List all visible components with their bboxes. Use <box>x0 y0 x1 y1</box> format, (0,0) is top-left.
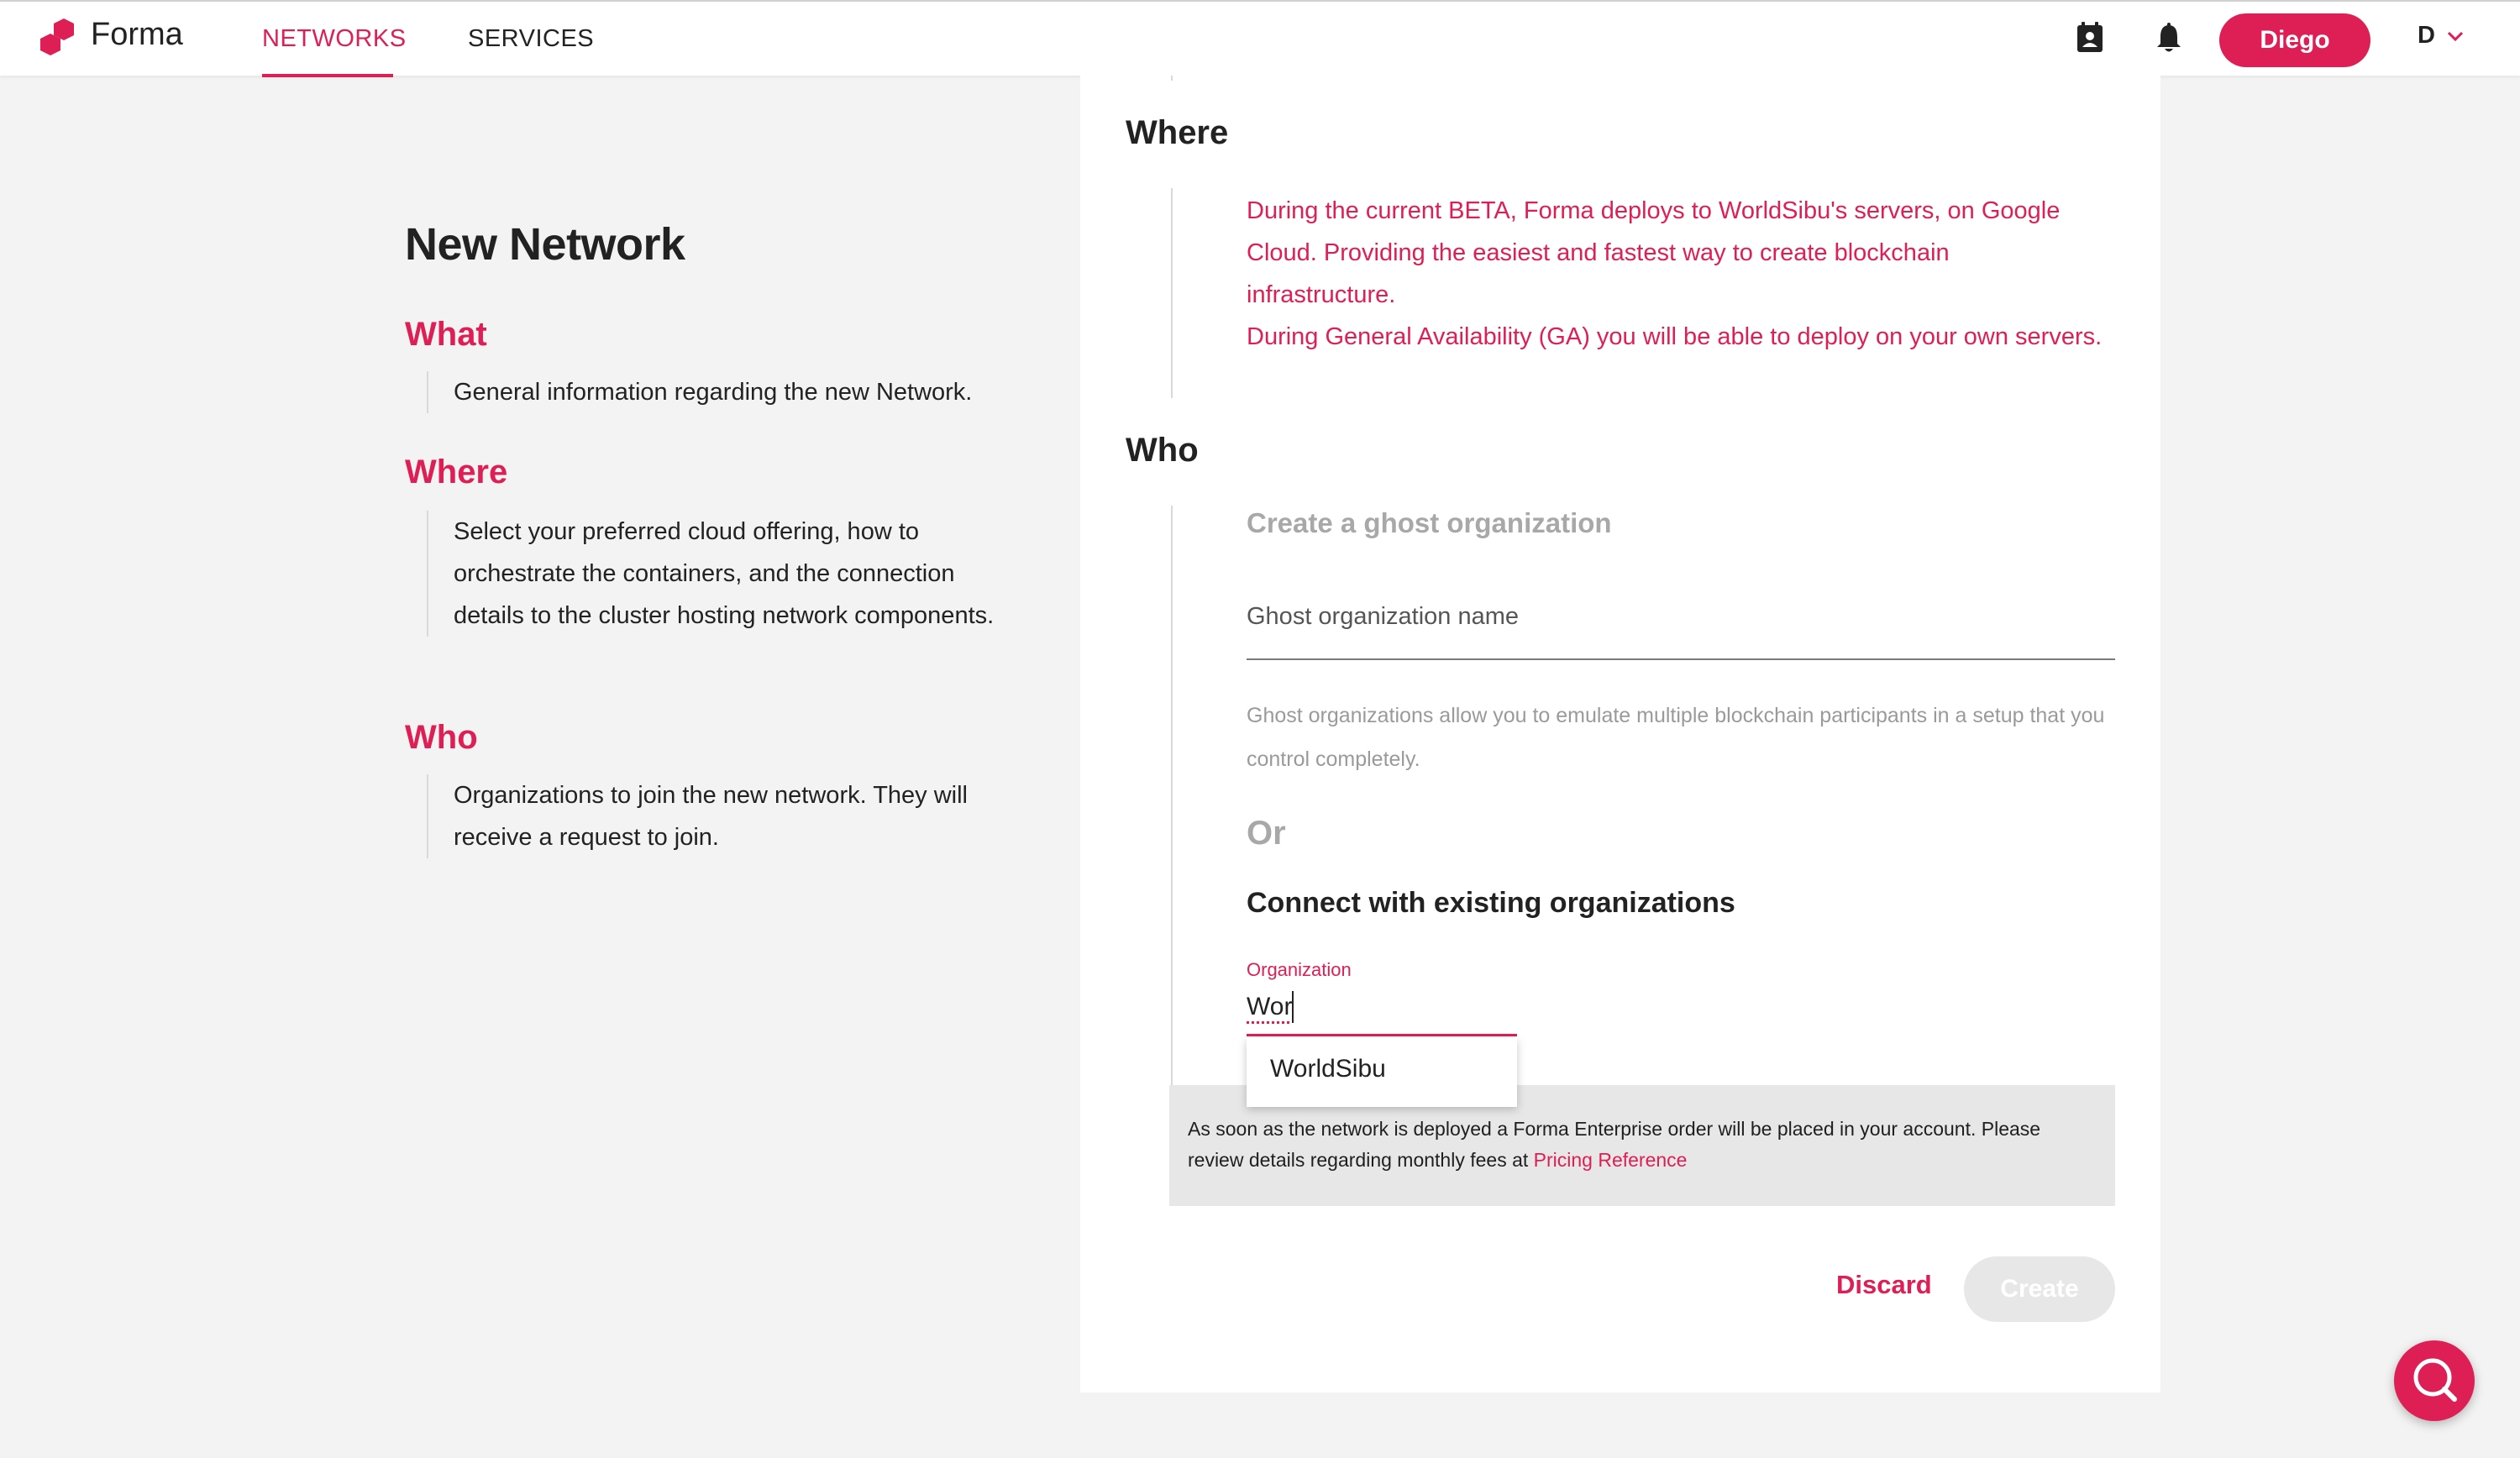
user-menu-initial[interactable]: D <box>2418 22 2435 49</box>
discard-button[interactable]: Discard <box>1836 1270 1932 1299</box>
where-divider <box>1171 188 1173 398</box>
who-divider <box>1171 506 1173 1149</box>
new-network-form-panel <box>1080 76 2160 1392</box>
text-caret <box>1292 991 1294 1023</box>
form-overview <box>405 218 1043 851</box>
connect-organizations-title: Connect with existing organizations <box>1247 887 1735 919</box>
pricing-notice-text: As soon as the network is deployed a Forma Enterprise order will be placed in your account. Please review details regarding monthly fees at <box>1188 1118 2041 1171</box>
beta-notice: During the current BETA, Forma deploys to WorldSibu's servers, on Google Cloud. Providing the easiest and fastest way to create blockchain infrastructure. <box>1247 197 2061 308</box>
pricing-reference-link[interactable]: Pricing Reference <box>1533 1149 1688 1171</box>
create-button[interactable]: Create <box>1964 1256 2115 1322</box>
where-description <box>1247 190 2103 358</box>
search-icon <box>2394 1340 2475 1421</box>
section-where-body: Select your preferred cloud offering, how to orchestrate the containers, and the connection details to the cluster hosting network components. <box>427 511 998 637</box>
bell-icon[interactable] <box>2150 20 2187 57</box>
organization-input[interactable] <box>1247 984 1517 1036</box>
active-tab-indicator <box>262 74 393 77</box>
user-button[interactable]: Diego <box>2219 13 2370 67</box>
suggestion-worldsibu[interactable]: WorldSibu <box>1270 1055 1386 1083</box>
forma-logo-icon[interactable] <box>39 17 86 59</box>
who-heading: Who <box>1126 432 1199 469</box>
ghost-organization-title: Create a ghost organization <box>1247 507 1612 538</box>
section-who-body: Organizations to join the new network. They will receive a request to join. <box>427 774 1032 858</box>
or-separator: Or <box>1247 815 1286 852</box>
ghost-organization-help-text: Ghost organizations allow you to emulate multiple blockchain participants in a setup that you control completely. <box>1247 704 2105 771</box>
chevron-down-icon[interactable] <box>2444 25 2466 47</box>
organization-input-value[interactable]: Wor <box>1247 993 1293 1020</box>
ghost-organization-name-input[interactable] <box>1247 580 2115 660</box>
help-search-button[interactable] <box>2394 1340 2475 1421</box>
ghost-organization-placeholder: Ghost organization name <box>1247 603 1520 630</box>
tab-networks[interactable]: NETWORKS <box>262 25 407 52</box>
section-who-heading[interactable]: Who <box>405 719 478 756</box>
ga-notice: During General Availability (GA) you will be able to deploy on your own servers. <box>1247 323 2103 350</box>
divider <box>1171 76 1173 81</box>
organization-suggestions-dropdown <box>1247 1038 1517 1107</box>
tab-services[interactable]: SERVICES <box>468 25 595 52</box>
top-navigation-bar <box>0 0 2520 76</box>
where-heading: Where <box>1126 114 1229 151</box>
brand-name[interactable]: Forma <box>91 17 183 52</box>
organization-label: Organization <box>1247 959 1352 980</box>
section-what-heading[interactable]: What <box>405 316 487 353</box>
section-where-heading[interactable]: Where <box>405 454 508 490</box>
contacts-icon[interactable] <box>2071 20 2108 57</box>
page-title: New Network <box>405 219 685 270</box>
section-what-body: General information regarding the new Network. <box>427 371 1015 413</box>
